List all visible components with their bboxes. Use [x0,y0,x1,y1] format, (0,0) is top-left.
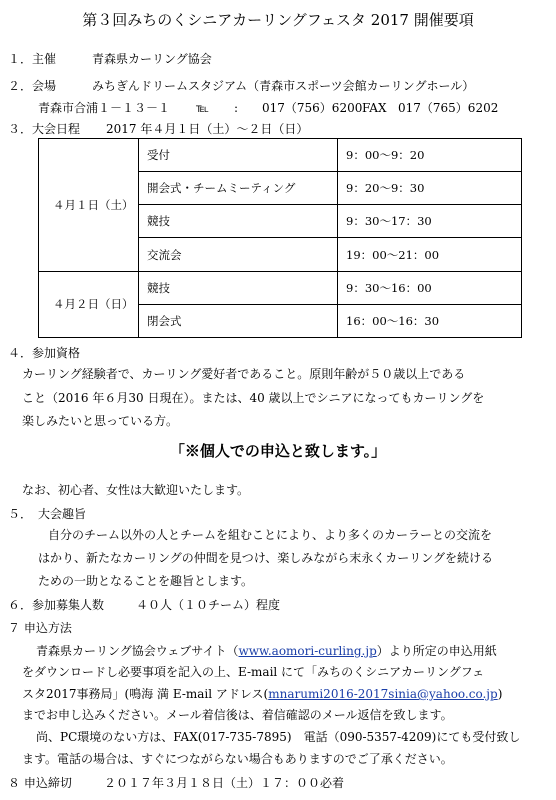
venue-address: 青森市合浦１－１３－１ [38,101,171,115]
application-line [36,643,497,659]
tel-label: ℡ [196,101,209,115]
event-time: 9：30～16：00 [338,271,522,304]
application-label: ７ 申込方法 [8,621,72,635]
event-name: 交流会 [139,238,338,271]
purpose-line: ための一助となることを趣旨とします。 [38,574,254,588]
event-time: 9：20～9：30 [338,172,522,205]
email-link[interactable]: mnarumi2016-2017sinia@yahoo.co.jp [268,687,498,701]
capacity-label: ６．参加募集人数 [8,598,105,612]
individual-entry-notice: 「※個人での申込と致します。」 [169,442,387,460]
welcome-note: なお、初心者、女性は大歓迎いたします。 [22,483,250,497]
deadline-value: ２０１７年３月１８日（土）１７：００必着 [104,776,345,790]
fax-label: FAX [362,101,387,115]
application-line [22,686,502,702]
event-name: 受付 [139,139,338,172]
application-text: ) [497,687,503,701]
eligibility-line: 楽しみたいと思っている方。 [22,414,179,428]
application-line: までお申し込みください。メール着信後は、着信確認のメール返信を致します。 [22,708,453,722]
event-time: 9：30～17：30 [338,205,522,238]
day-cell: ４月２日（日） [39,271,139,337]
fax-number: 017（765）6202 [398,101,499,115]
purpose-line: はかり、新たなカーリングの仲間を見つけ、楽しみながら末永くカーリングを続ける [38,551,494,565]
eligibility-line: カーリング経験者で、カーリング愛好者であること。原則年齢が５０歳以上である [22,367,466,381]
page-title: 第３回みちのくシニアカーリングフェスタ 2017 開催要項 [82,11,474,29]
application-text: 青森県カーリング協会ウェブサイト（ [36,644,239,658]
purpose-line: 自分のチーム以外の人とチームを組むことにより、より多くのカーラーとの交流を [48,528,493,542]
capacity-value: ４０人（１０チーム）程度 [136,598,281,612]
application-line: 尚、PC環境のない方は、FAX(017-735-7895) 電話（090-5357-4209)にても受付致し [36,730,521,744]
eligibility-label: ４．参加資格 [8,346,81,360]
event-time: 9：00～9：20 [338,139,522,172]
day-cell: ４月１日（土） [39,139,139,272]
application-line: をダウンロードし必要事項を記入の上、E-mail にて「みちのくシニアカーリングフェ [22,665,485,679]
event-time: 19：00～21：00 [338,238,522,271]
tel-number: 017（756）6200 [262,101,363,115]
application-text: ）より所定の申込用紙 [376,644,497,658]
purpose-label: ５． 大会趣旨 [8,507,87,521]
organizer-value: 青森県カーリング協会 [92,52,212,66]
organizer-label: １．主催 [8,52,57,66]
tel-colon: : [234,101,239,115]
schedule-dates: 2017 年４月１日（土）～２日（日） [106,122,309,136]
table-row [39,139,522,172]
application-line: ます。電話の場合は、すぐにつながらない場合もありますのでご了承ください。 [22,752,453,766]
table-row [39,271,522,304]
event-name: 閉会式 [139,304,338,337]
event-name: 競技 [139,205,338,238]
application-text: スタ2017事務局」(鳴海 満 E-mail アドレス( [22,687,269,701]
event-name: 競技 [139,271,338,304]
deadline-label: ８ 申込締切 [8,776,72,790]
schedule-table [38,138,522,338]
website-link[interactable]: www.aomori-curling.jp [238,644,377,658]
event-time: 16：00～16：30 [338,304,522,337]
event-name: 開会式・チームミーティング [139,172,338,205]
venue-value: みちぎんドリームスタジアム（青森市スポーツ会館カーリングホール） [92,79,475,93]
schedule-label: ３．大会日程 [8,122,81,136]
eligibility-line: こと（2016 年６月30 日現在）。または、40 歳以上でシニアになってもカーリングを [22,391,485,405]
venue-label: ２．会場 [8,79,57,93]
